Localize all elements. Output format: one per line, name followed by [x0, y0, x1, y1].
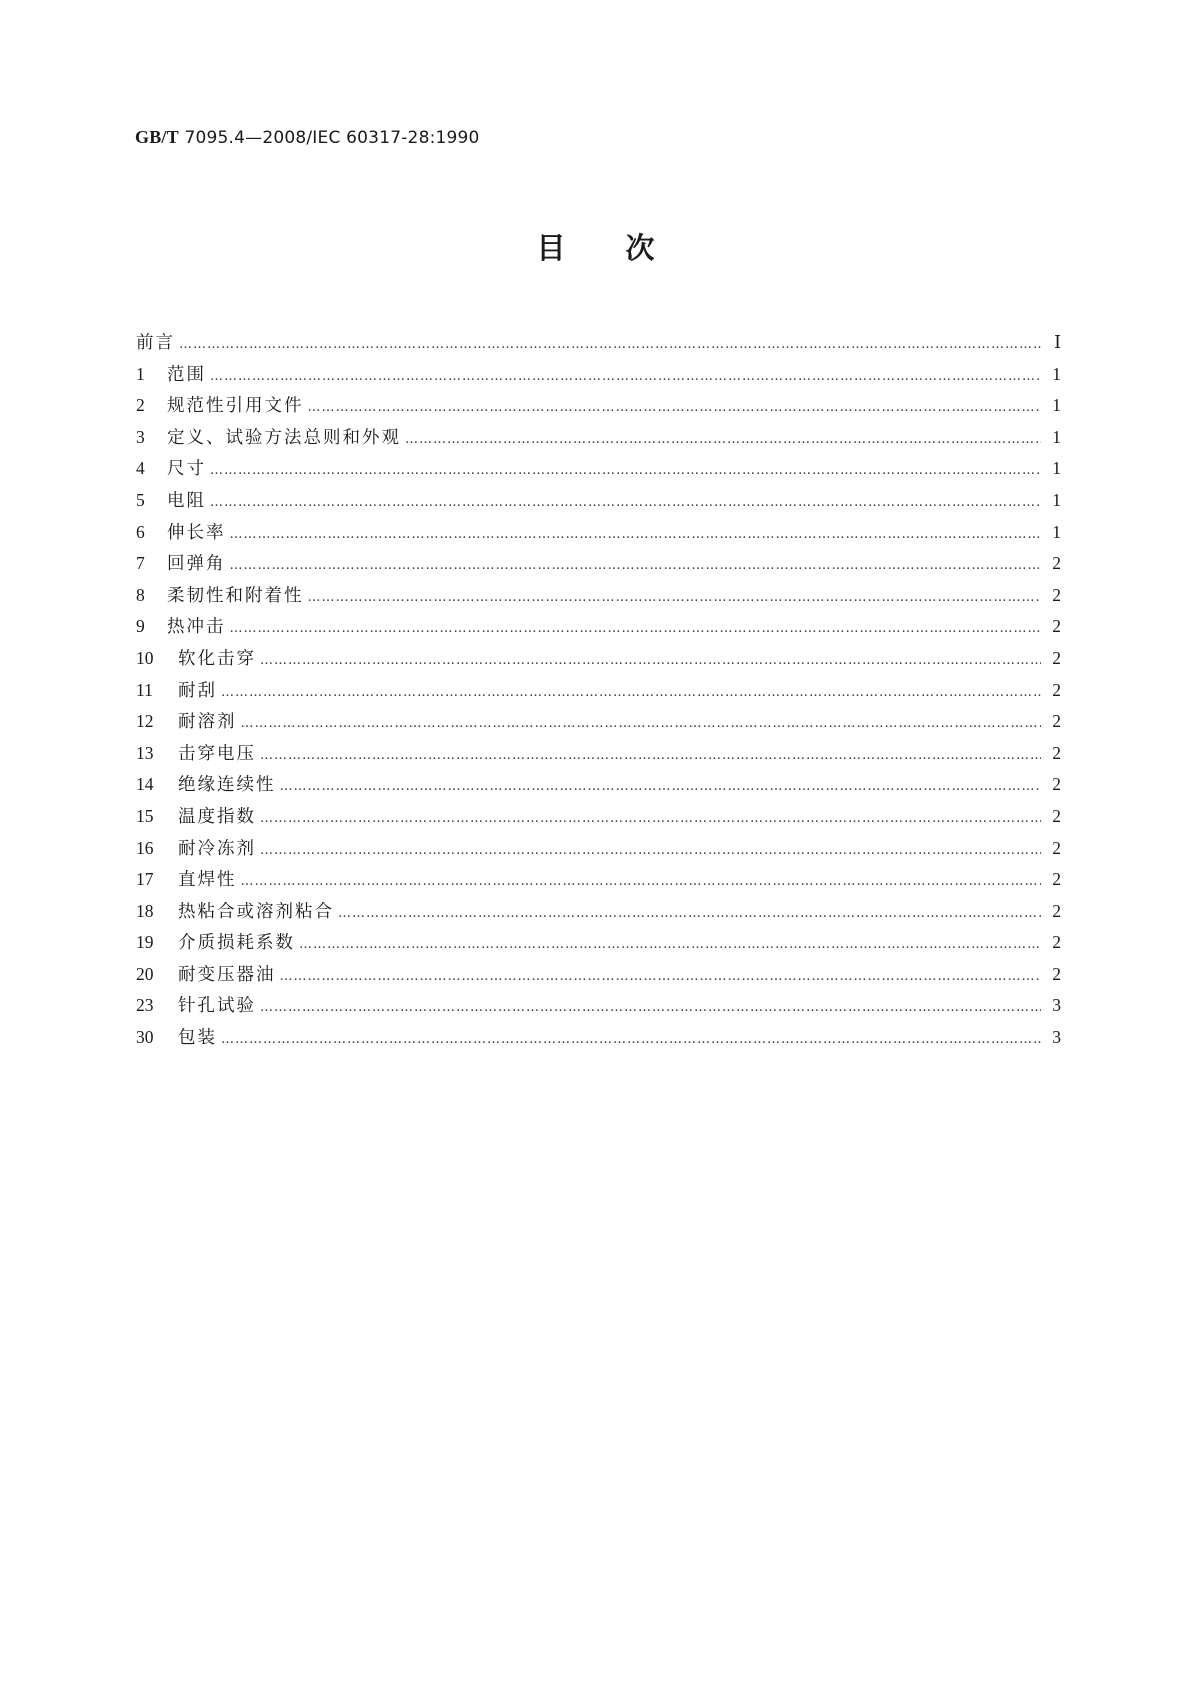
toc-dot-leader [308, 392, 1042, 424]
toc-entry-label: 针孔试验 [178, 996, 256, 1017]
toc-entry[interactable] [136, 959, 1061, 991]
toc-dot-leader [230, 613, 1042, 645]
toc-dot-leader [280, 961, 1042, 993]
toc-dot-leader [230, 550, 1042, 582]
toc-entry-label: 回弹角 [167, 554, 226, 575]
toc-dot-leader [221, 1024, 1041, 1056]
toc-dot-leader [210, 361, 1041, 393]
toc-dot-leader [308, 582, 1042, 614]
toc-entry-page: 1 [1052, 489, 1061, 510]
toc-entry-label: 柔韧性和附着性 [167, 585, 304, 606]
toc-entry[interactable] [136, 706, 1061, 738]
toc-entry-number: 1 [136, 363, 145, 384]
toc-entry-label: 耐变压器油 [178, 964, 276, 985]
toc-entry[interactable] [136, 359, 1061, 391]
toc-dot-leader [260, 803, 1041, 835]
toc-entry-label: 击穿电压 [178, 743, 256, 764]
toc-entry[interactable] [136, 548, 1061, 580]
toc-dot-leader [405, 424, 1041, 456]
toc-entry-page: 1 [1052, 458, 1061, 479]
toc-entry-page: 2 [1052, 963, 1061, 984]
toc-entry-number: 19 [136, 932, 154, 953]
toc-entry-label: 范围 [167, 364, 206, 385]
toc-entry[interactable] [136, 927, 1061, 959]
toc-entry-label: 耐溶剂 [178, 712, 237, 733]
toc-entry-page: 2 [1052, 647, 1061, 668]
toc-dot-leader [338, 898, 1041, 930]
toc-entry[interactable] [136, 675, 1061, 707]
toc-entry-number: 9 [136, 616, 145, 637]
toc-entry-page: 2 [1052, 869, 1061, 890]
toc-entry-label: 规范性引用文件 [167, 396, 304, 417]
toc-dot-leader [260, 992, 1041, 1024]
toc-dot-leader [210, 487, 1041, 519]
toc-entry-number: 30 [136, 1027, 154, 1048]
toc-entry-number: 11 [136, 679, 153, 700]
toc-entry-number: 17 [136, 869, 154, 890]
toc-entry-number: 8 [136, 584, 145, 605]
toc-entry-label: 前言 [136, 333, 175, 353]
toc-entry-number: 20 [136, 963, 154, 984]
toc-dot-leader [210, 455, 1041, 487]
toc-entry-label: 软化击穿 [178, 648, 256, 669]
toc-entry-label: 伸长率 [167, 522, 226, 543]
toc-entry-number: 18 [136, 900, 154, 921]
toc-entry-number: 15 [136, 805, 154, 826]
toc-entry[interactable] [136, 422, 1061, 454]
toc-entry[interactable] [136, 864, 1061, 896]
toc-entry[interactable] [136, 390, 1061, 422]
toc-entry-label: 热冲击 [167, 617, 226, 638]
standard-number [135, 127, 480, 148]
toc-entry-label: 定义、试验方法总则和外观 [167, 427, 401, 448]
toc-entry-number: 5 [136, 489, 145, 510]
toc-entry-page: 2 [1052, 711, 1061, 732]
toc-dot-leader [221, 677, 1041, 709]
toc-entry-label: 尺寸 [167, 459, 206, 480]
toc-entry[interactable] [136, 453, 1061, 485]
toc-dot-leader [299, 929, 1041, 961]
toc-entry-number: 14 [136, 774, 154, 795]
toc-dot-leader [260, 835, 1041, 867]
toc-entry-page: 2 [1052, 805, 1061, 826]
page-title: 目次 [536, 231, 715, 265]
toc-entry-page: Ⅰ [1054, 332, 1061, 352]
toc-entry-label: 介质损耗系数 [178, 933, 295, 954]
toc-entry[interactable] [136, 1022, 1061, 1054]
toc-entry-number: 6 [136, 521, 145, 542]
toc-dot-leader [260, 645, 1041, 677]
toc-dot-leader [280, 771, 1042, 803]
toc-entry-page: 3 [1052, 1027, 1061, 1048]
toc-entry-label: 耐刮 [178, 680, 217, 701]
toc-entry-page: 2 [1052, 584, 1061, 605]
toc-entry-page: 2 [1052, 900, 1061, 921]
toc-entry-number: 16 [136, 837, 154, 858]
toc-entry-number: 23 [136, 995, 154, 1016]
toc-entry-label: 包装 [178, 1028, 217, 1049]
toc-entry-number: 4 [136, 458, 145, 479]
toc-entry-number: 2 [136, 395, 145, 416]
toc-entry-number: 12 [136, 711, 154, 732]
toc-dot-leader [241, 708, 1042, 740]
toc-entry-number: 10 [136, 647, 154, 668]
toc-entry-page: 1 [1052, 521, 1061, 542]
toc-entry-number: 13 [136, 742, 154, 763]
table-of-contents [136, 327, 1061, 1054]
toc-entry-number: 3 [136, 426, 145, 447]
toc-entry-page: 2 [1052, 742, 1061, 763]
toc-entry-page: 2 [1052, 932, 1061, 953]
toc-entry-label: 热粘合或溶剂粘合 [178, 901, 334, 922]
toc-entry[interactable] [136, 327, 1061, 359]
toc-entry[interactable] [136, 833, 1061, 865]
toc-entry-page: 2 [1052, 774, 1061, 795]
toc-entry-page: 1 [1052, 426, 1061, 447]
toc-entry-number: 7 [136, 553, 145, 574]
toc-entry-page: 2 [1052, 553, 1061, 574]
toc-dot-leader [260, 740, 1041, 772]
toc-entry[interactable] [136, 517, 1061, 549]
toc-entry[interactable] [136, 643, 1061, 675]
toc-entry-page: 1 [1052, 363, 1061, 384]
toc-entry[interactable] [136, 485, 1061, 517]
toc-entry-label: 温度指数 [178, 806, 256, 827]
toc-entry[interactable] [136, 801, 1061, 833]
toc-entry-page: 3 [1052, 995, 1061, 1016]
toc-entry[interactable] [136, 896, 1061, 928]
toc-entry-label: 直焊性 [178, 870, 237, 891]
toc-entry-label: 绝缘连续性 [178, 775, 276, 796]
toc-entry-label: 耐冷冻剂 [178, 838, 256, 859]
toc-entry-page: 2 [1052, 616, 1061, 637]
toc-entry-page: 2 [1052, 679, 1061, 700]
standard-code: 7095.4—2008/IEC 60317-28:1990 [184, 128, 480, 148]
toc-entry[interactable] [136, 738, 1061, 770]
toc-entry[interactable] [136, 580, 1061, 612]
toc-entry-page: 2 [1052, 837, 1061, 858]
standard-prefix: GB/T [135, 127, 179, 147]
toc-entry[interactable] [136, 769, 1061, 801]
toc-dot-leader [230, 519, 1042, 551]
toc-dot-leader [241, 866, 1042, 898]
toc-entry-page: 1 [1052, 395, 1061, 416]
toc-entry[interactable] [136, 611, 1061, 643]
toc-entry-label: 电阻 [167, 490, 206, 511]
toc-dot-leader [179, 329, 1041, 361]
toc-entry[interactable] [136, 990, 1061, 1022]
